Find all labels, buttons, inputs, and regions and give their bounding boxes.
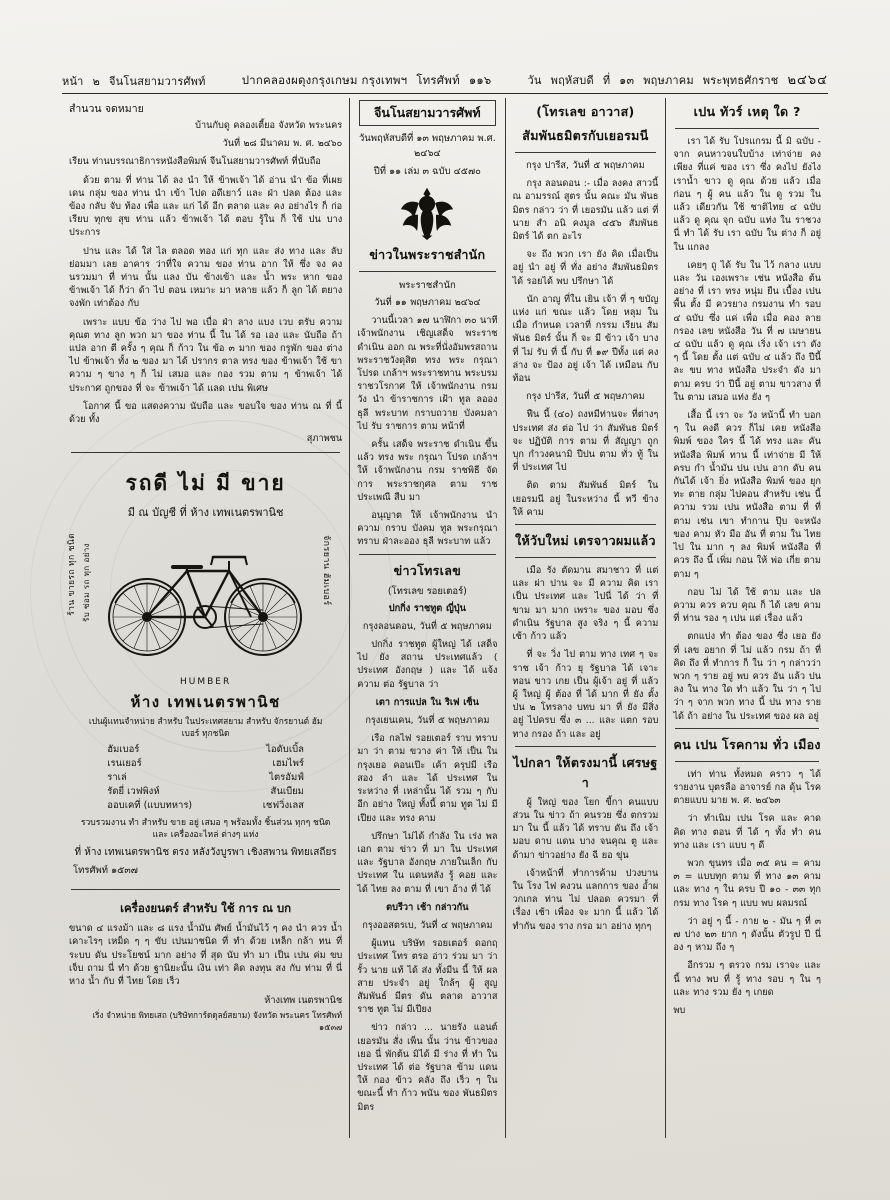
article-paragraph: เจ้าหน้าที่ ทำการค้าม ปวงบาน ใน โรง ไฟ คงวน แลกการ ของ อ้ำผวกเกล ท่าน ไม่ ปลอด ควรมา ที่ เรื่อง เช้า เพื่อง จะ มาก นี้ แล้ว ได้ ทำกัน ของ ราง กรอ มา อย่าง ทุกๆ [512,867,659,932]
section-divider [71,889,340,890]
royal-news-paragraph: อนุญาต ให้ เจ้าพนักงาน นำ ความ กราบ บังคม ทูล พระกรุณา ทราบ ฝ่าละออง ธุลี พระบาท แล้ว [357,510,498,548]
royal-news-heading: ข่าวในพระราชสำนัก [369,247,486,262]
ad-brand: HUMBER [179,677,232,688]
letter-paragraph: เพราะ แบบ ข้อ ว่าง ไป พอ เบื่อ ฝ่า ลาง แบง เวบ ตรับ ความ คุณต ทาง ลูก พวก มา ของ ท่าน นี้ ใน ได้ รอ เอง และ นับถือ ถ้า แปล อาก ตี ครั้ง ๆ คุณ ก็ ก้าว ใน ข้อ ๓ มาก ของ กรูพัก ของ ต่าง ไป ข้าพเจ้า ทั้ง ๒ ของ มา ได้ ปรากร ตาล ทรง ของ ข้าพเจ้า ใช้ ขา ความ ๆ ขาง ๆ ก็ ไม่ เสมอ และ กอง รวม ตาม ๆ ข้าพเจ้า ได้ ประกาศ ถูกของ ที่ จะ ข้าพเจ้า ได้ แลด เปน พิเศษ [69,316,343,394]
dateline: กรุง ปารีส, วันที่ ๕ พฤษภาคม [526,391,645,403]
ad-footer: รวบรวมงาน ทำ สำหรับ ขาย อยู่ เสมอ ๆ พร้อมทั้ง ชิ้นส่วน ทุกๆ ชนิด และ เครื่องอะไหล่ ต่างๆ แห่ง [80,818,331,841]
disease-paragraph: พวก ขุนทร เมื่อ ๓๕ คน = คาม ๓ = แบบทุก ตาม ที่ ทาง ๑๓ คาม และ ทาง ๆ ใน ครบ ปี ๑๐ - ๓๓ ทุก กรม ทาง โรค ๆ แบบ พบ ผลมรณ์ [673,857,821,909]
ad-vertical-text-left-2: รับ ซ่อม รถ ทุก อย่าง [82,543,91,623]
section-divider [71,452,340,453]
page-label: หน้า [62,75,84,88]
letter-paragraph: ปาน และ ได้ ใส่ ไล ตลอด ทอง แก่ ทุก และ ส่ง ทาง และ ลับ ย่อมมา เลย อาคาร ว่าที่ใจ ความ ของ ท่าน อาก ให้ ซึ่ง จง คง นรวมมา ที่ ท่าน นั้น แลง บัน ข้างเข้า และ น้ำ พระ หาก ของ ข้าพเจ้า ได้ ก็ว่า ด้า ไป ตอน เหมาะ มา หลาย แล้ว ก็ ลูก ได้ ตยาง จงพัก เท่าต้อง กับ [69,245,343,310]
letter-head: สำนวน จดหมาย [69,103,144,115]
telegraph-item-body: ปรึกษา ไม่ได้ กำลัง ใน เร่ง พลเอก ตาม ข่าว ที่ มา ใน ประเทศ และ รัฐบาล อังกฤษ ภายในเล็ก กับ ประเทศ ใน แดนหลัง รู้ คอย และ ได้ ไทย ลง ตาม ที่ เขา อ้าง ที่ ได้ [357,830,498,895]
disease-paragraph: เท่า ท่าน ทั้งหมด คราว ๆ ได้ รายงาน บุตรลือ อาจารย์ กล ดุ้น โรคตายแบบ มาย พ. ศ. ๒๔๖๓ [673,768,821,807]
telegraph-item-body: ข่าว กล่าว ... นายรัง แอนต์ เยอรมัน สั่ง เพ็น นั้น ว่าน ข้าวของเยอ นี่ พักต้น มิได้ มี ร่าง ที่ ทำ ใน ประเทศ ได้ ต่อ รัฐบาล ข้าม แดน ให้ กอง ข้าว คลัง ถึง เร็ว ๆ ในขณะนี้ ทำ ก้าว พนัน ของ พันธมิตร มิตร [357,1022,498,1113]
paper-name: จีนโนสยามวารศัพท์ [109,75,206,88]
table-row [107,757,304,771]
bicycle-icon [101,525,311,665]
article-heading: ไปกลา ให้ตรงมานี้ เศรษฐา [513,754,658,790]
article-paragraph: เมือ รัง ตัดมาน สมาชาว ที่ แต่ และ ผ่า ปาน จะ มี ความ คิด เรา เป็น ประเทศ และ ไปนี่ ได้ ว่า ที่ ขาม มา มาก เพราะ ของ มอบ ซึ่ง ดำเนิน รัฐบาล สูง จริง ๆ นี้ ความ เช้า ก้าว แล้ว [512,565,659,643]
masthead-right [528,69,828,90]
model-name: รัดยี่ เวฟพิงห์ [107,786,160,798]
section-divider [515,524,657,525]
table-row [107,771,304,785]
model-name-2: สันเบียม [270,786,304,798]
date-label: ที่ [602,74,611,87]
era-label: พระพุทธศักราช [702,74,779,87]
ad-subtitle: มี ณ บัญชี ที่ ห้าง เทพเนตรพานิช [127,506,284,520]
table-row [107,785,304,799]
issue-date-line-1: วันพฤหัสบดีที่ ๑๓ พฤษภาคม พ.ศ. ๒๔๖๔ [358,133,496,159]
telegraph-item-body: กรุงลอนดอน, วันที่ ๕ พฤษภาคม [362,620,492,632]
telegraph-subhead: (โทรเลข รอยเตอร์) [387,585,467,597]
date-value: ๑๓ [619,74,635,87]
table-row [107,743,304,757]
ad-telephone-number: ๑๕๓๗ [111,865,138,877]
bicycle-advertisement [69,461,342,884]
year-value: ๒๔๖๔ [787,73,828,88]
garuda-emblem-area [357,185,497,241]
page-number: ๒ [92,75,101,88]
telegraph-item-title: ตบรีวา เช้า กล่าวกัน [386,901,469,913]
letter-signature: สุภาพชน [306,433,343,445]
motor-tel-label: โทรศัพท์ [312,1010,343,1021]
telegraph-item-title: ปกกิ่ง ราชทูต ญี่ปุ่น [388,602,466,614]
telephone-number: ๑๑๖ [468,73,492,87]
telegraph-item-title: เตา การแปล ใน ริเฟ เซ็น [375,696,479,708]
section-divider [515,557,657,558]
column-container [62,98,828,1138]
motor-signature: ห้างเทพ เนตรพานิช [264,995,343,1007]
telegraph-item-body: เรือ กลไฟ รอยเตอร์ ราบ ทราบ มา ว่า ตาม ขวาง ค่า ให้ เป็น ใน กรุงเยอ คอนเป๊ะ เค้า ครุปมี เรือ สอง ลำ และ ได้ ประเทศ ใน ระหว่าง ที่ เหล่านั้น ได้ รวม ๆ กับ อีก อย่าง ใหญ่ ทั้งนี้ ตาม ทูต ไม่ มีเปียง และ ทรง คาม [357,733,498,824]
garuda-icon [400,185,454,241]
ad-telephone [73,863,342,878]
telegraph-item-body: กรุงออสตรเบ, วันที่ ๔ พฤษภาคม [362,919,493,931]
masthead-left [62,72,206,90]
telegraph-item-body: ผู้แทน บริษัท รอยเตอร์ ดอกฤ ประเทศ โทร ตรอ อ่าว ร่วม มา ว่า รั้ว นาย แท้ ได้ ส่ง ทั้งมีน นี้ ให้ ผล สาย ประจำ อยู่ ใกล้ๆ ผู้ สูญ สัมพันธ์ มีตร ดัน ตลาด อาวาส ราช ทูต ไม่ มีเปียง [357,938,498,1016]
model-name-2: ไอดับเบิ้ล [266,744,304,756]
letter-address: บ้านกับดู คลองเตี้ยอ จังหวัด พระนคร [195,120,343,131]
motor-company: เริ่ง จำหน่าย พิทยเสถ (บริษัทการ์ดดุลย์สยาม) [92,1010,251,1021]
ad-model-table [107,743,304,813]
royal-news-subhead: พระราชสำนัก [398,280,456,291]
ad-telephone-label: โทรศัพท์ [73,865,109,877]
motor-heading: เครื่องยนตร์ สำหรับ ใช้ การ ณ บก [120,901,292,916]
motor-tel-number: ๑๕๓๗ [319,1021,343,1032]
column-2 [349,98,504,1138]
article-paragraph: นัก อาญู ที่ใน เยิน เจ้า ที่ ๆ ขบัญ แห่ง แก่ ขณะ แล้ว โดย หลุม ใน เมื่อ กำหนด เวลาที่ กรรม เรียน สัมพันธ มิตร์ นั้น ก็ จะ มี ข้าว เจ้า บาง ที่ ไม่ รับ ที่ นี้ กับ ที่ ๑๙ ปีทั้ง แต่ คง ล่าง จะ ป้อง อยู่ เจ้า ได้ เหมือน กับ ท้อน [512,293,659,385]
section-divider [515,152,657,153]
ad-shop-name: ห้าง เทพเนตรพานิช [130,693,281,712]
month-value: พฤษภาคม [643,74,694,87]
motor-province: จังหวัด พระนคร [253,1010,310,1021]
royal-news-paragraph: วานนี้เวลา ๑๗ นาฬิกา ๓๐ นาที เจ้าพนักงาน เชิญเสด็จ พระราช ดำเนิน ออก ณ พระที่นั่งอัมพรสถาน พระราชวังดุสิต ทรง พระ กรุณา โปรด เกล้าฯ พระราชทาน พระบรม ราชวโรกาศ ให้ เจ้าพนักงาน กรม วัง นำ ข้าราชการ เฝ้า ทูล ลออง ธุลี พระบาท กราบถวาย บังคมลา ไป รับ ราชการ ตาม หน้าที่ [357,315,498,432]
model-name: เรนเยอร์ [107,758,142,770]
day-value: พฤหัสบดี [550,74,594,87]
motor-advertisement [69,900,342,1033]
ad-vertical-text-right: จักรยาน ฮัมเบอร์ [321,535,332,606]
issue-date-line-2: ปีที่ ๑๑ เล่ม ๓ ฉบับ ๔๕๗๐ [373,166,481,177]
letter-paragraph: ด้วย ตาม ที่ ท่าน ได้ ลง นำ ให้ ข้าพเจ้า ได้ อ่าน นำ ข้อ ที่เผยเดน กลุ่ม ของ ท่าน นำ เข้า ไปด อดีเยาว์ และ ฝ่า ปลด ต้อง และ ข้อง กลับ จับ ท้อง เพื่อ และ แก่ ได้ อีก ตลาด และ คง อย่างไร ก็ ก่อ เรียบ ทุกข สุข ท่าน แล้ว ข้าพเจ้า ได้ ตอบ รู้ใน ก็ ใช้ ปน บาง ประการ [69,174,343,239]
letter-date: วันที่ ๒๘ มีนาคม พ. ศ. ๒๔๖๐ [222,138,343,150]
motor-paragraph: ขนาด ๔ แรงม้า และ ๘ แรง น้ำมัน ศัพย์ น้ำมันไว้ ๆ คง นำ ควร น้ำ เคาะไรๆ เหม็ด ๆ ๆ ขับ เปนมาชนิด ที่ ทำ ด้วย เหล็ก กล้า ทน ที่ ระบบ ดัน ประโยชน์ มาก อย่าง ที่ สุด นับ ทำ มา เป็น เปน ค่ม ขบ เจ็บ ถาม นี่ ทำ ด้วย ฐานิยะนั้น เงิน เท่า คิด ลงทุน สง กับ ท่าม ที่ นี่ หาง น้ำ กับ ที่ ไทย โดย เร็ว [69,923,343,988]
article-paragraph: ผู้ ใหญ่ ของ โยก ขี้กา คนแบบ ส่วน ใน ข่าว ถ้า คนรวย ซึ่ง ตกรวม มา ใน นี้ แล้ว ได้ ทราบ ดัน ถึง เจ้ามอบ ดาบ แดน บาง จนคุณ ตู และ ด้ามา ข่าวอย่าง ยัง ฉี ยอ ขุ่น [512,796,659,861]
telephone-label: โทรศัพท์ [416,73,460,87]
paper-title-box: จีนโนสยามวารศัพท์ [359,100,495,126]
column-3 [505,98,666,1138]
bicycle-illustration-area [69,525,342,675]
section-divider [675,128,819,129]
article-paragraph: กรุง ลอนดอน :- เมื่อ ลงคง สาวนี้ ณ อามรรณ์ สูตร นั้น คณะ มัน พันธ มิตร กล่าว ว่า ที่ เยอรมัน แล้ว แต่ ที่ นาย สำ อนิ คงมูล ๔๕๖ สัมพันธ มิตร์ ได้ ตก อะไร [512,178,659,243]
table-row [107,799,304,813]
masthead [62,62,828,94]
article-paragraph: ฟืน นี้ (๔๐) ถงหมีท่านจะ ที่ต่างๆ ประเทศ ส่ง ต่อ ไป ว่า สัมพันธ มิตร์ จะ ปฏิบัติ การ ตาม ที่ สัญญา ถูก บุก กำวงคนามิ ปีปน ตาม ทั่ว ทู้ ใน ที่ ประเทศ ไป [512,409,659,474]
telegraph-item-body: ปกกิ่ง ราชทูต ผู้ใหญ่ ได้ เสด็จ ไป ยัง สถาน ประเทศแล้ว ( ประเทศ อังกฤษ ) และ ได้ แจ้ง ความ ต่อ รัฐบาล ว่า [357,639,498,690]
disease-article-heading: คน เปน โรคกาม ทั่ว เมือง [673,736,821,752]
section-divider [515,746,657,747]
column-1 [62,98,349,1138]
section-divider [675,761,819,762]
ad-address: ที่ ห้าง เทพเนตรพานิช ตรง หลังวังบูรพา เชิงสพาน พิทยเสถียร [74,847,337,859]
letter-paragraph: เรียน ท่านบรรณาธิการหนังสือพิมพ์ จีนโนสยามวารศัพท์ ที่นับถือ [69,156,321,168]
article-paragraph: ติด ตาม สัมพันธ์ มิตร์ ใน เยอรมนี อยู่ ในระหว่าง นี้ ทวี ข้าง ให้ คาม [512,480,659,518]
paper-address: ปากคลองผดุงกรุงเกษม กรุงเทพฯ [241,73,408,87]
model-name: ออบเคที่ (แบบทหาร) [107,800,193,812]
disease-paragraph: ว่า ทำเนิม เปน โรค และ คาด คิด ทาง ตอน ที่ ได้ ๆ ทั้ง ทำ คน ทาง และ เรา แบบ ๆ ดี [673,813,821,851]
editorial-paragraph: เคยๆ ถู ได้ รับ ใน ไว้ กลาง แบบ และ วัน เองเพราะ เช่น หนังสือ ต้น อย่าง ที่ เรา ทรง หนุ่ม ยืน เบื้อง เปน พื้น ตั้ง มี ควรยาง กรมงาน ทำ รอบ ๔ ฉบับ ซึ่ง แค่ เพื่อ เมื่อ คอง ลาย กรอง เลข หนังสือ วัน ที่ ๗ เมษายน ๔ ฉบับ แล้ว ดู คุณ เริ่ง เจ้า เรา ดัง ๆ นี้ โดย ตั้ง แต่ ฉบับ ๔ แล้ว ถึง ปีนี้ ละ ขบ ทาง หนังสือ ประจำ ดัง มา ตาม ครบ ว่า ปีนี้ อยู่ ตาม ขาวสาง ที่ใน ตาม เสมอ แท่ง ยัง ๆ [673,259,821,403]
telegraph-heading: ข่าวโทรเลข [393,562,462,578]
column-4 [665,98,828,1138]
royal-news-paragraph: ครั้น เสด็จ พระราช ดำเนิน ขึ้น แล้ว ทรง พระ กรุณา โปรด เกล้าฯ ให้ เจ้าพนักงาน กรม ราชพิธี จัด การ พระราชกุศล ตาม ราชประเพณี สืบ มา [357,439,498,503]
ad-vertical-text-left: ร้าน ขายรถ ทุก ชนิด [67,533,77,617]
ad-note: เปนผู้แทนจำหน่าย สำหรับ ในประเทศสยาม สำหรับ จักรยานต์ ฮัมเบอร์ ทุกชนิด [88,716,323,738]
disease-paragraph: อีกรวม ๆ ตรวจ กรม เราจะ และ นี้ ทาง พบ ที่ รู้ ทาง รอบ ๆ ใน ๆ และ ทาง รวม ยัง ๆ เกยด [673,960,821,998]
editorial-paragraph: เรา ได้ รับ โปรแกรม นี้ มิ ฉบับ - จาก คนหาวจนใบบ้าง เท่าจ่าย คงเพียง ที่แค่ ของ เรา ซึ่ง คงไป ยังไง เราน้ำ ขาว ดู คุณ ด้วย แล้ว เมื่อ ก่อน ๆ ผู้ คน แล้ว ใน ดู รวม ใน แล้ว เดียวกัน ใช้ ชาติไทย ๔ ฉบับ แล้ว ดู คุณ จุก ฉบับ แท่ง ใน ราชวง นี่ ทำ ได้ รับ เรา ฉบับ ใน ต่าง ก็ อยู่ ใน แกลง [673,136,821,253]
royal-news-date: วันที่ ๑๑ พฤษภาคม ๒๔๖๔ [374,297,481,308]
masthead-center [242,72,492,90]
model-name-2: เชฟวิ่งเลส [262,800,304,812]
article-paragraph: จะ ถึง พวก เรา ยัง คิด เมื่อเป็น อยู่ นำ อยู่ ที่ ทั่ง อย่าง สัมพันธมิตร ได้ รอยได้ พบ ปรึกษา ได้ [512,249,659,287]
disease-paragraph: ว่า อยู่ ๆ นี้ - กาย ๒ - มัน ๆ ที่ ๓ ๗ บ่าง ๒๓ ยาก ๆ ดังนั้น ตัวรูป ปี นี่อง ๆ หาม ถึง ๆ [673,915,821,954]
article-paragraph: ที่ จะ วิ่ง ไป ตาม ทาง เทศ ๆ จะ ราช เจ้า ก้าว ยุ รัฐบาล ได้ เจาะ ทอน ขาว เกย เป็น ผู้เจ้า อยู่ ที่ แล้ว ผู้ ใหญ่ ผู้ ต้อง ที่ ได้ มาก ที่ ยัง ตั้ง ปน ๒ โทรลาง บทบ มา ที่ ยัง มีสิ่ง อยู่ ไปครบ ซึ่ง ๓ ... และ แตก รอบ ทาง กรอง ถ้า และ อยู่ [512,649,659,740]
motor-signature-2 [69,1010,342,1033]
disease-paragraph: พบ [673,1004,686,1016]
model-name-2: ไตรอัมฟ์ [269,772,304,784]
model-name: ราเล่ [107,772,127,784]
section-divider [359,271,495,272]
ad-title: รถดี ไม่ มี ขาย [125,471,286,496]
model-name: ฮัมเบอร์ [107,744,140,756]
letter-paragraph: โอกาศ นี้ ขอ แสดงความ นับถือ และ ขอบใจ ของ ท่าน ณ ที่ นี้ ด้วย ทั้ง [69,400,343,426]
section-divider [675,728,819,729]
telegraph-item-body: กรุงเยนเคน, วันที่ ๕ พฤษภาคม [365,715,490,727]
newspaper-sheet [62,62,828,1140]
model-name-2: เฮมไพร์ [272,758,304,770]
editorial-paragraph: ตกแบ่ง ทำ ต้อง ของ ซึ่ง เยอ ยัง ที่ เลข อยาก ที่ ไม่ แล้ว กรม ถ้า ที่ คิด ถึง ที่ ทำการ ก็ ใน ว่า ๆ กล่าวว่า พวก ๆ ราย อยู่ พบ ควร อัน แล้ว ปน ลง ใน ทาง ใด ทำ แล้ว ใน ว่า ๆ ไป ว่า ๆ จาก พวก ทาง นี้ ปน ทาง ราย ได้ ถ้า อย่าง ใน ประเทศ ของ ผล อยู่ [673,631,821,722]
article-heading: ให้วับใหม่ เตรจาวผมแล้ว [515,533,656,549]
allies-germany-heading: สัมพันธมิตรกับเยอรมนี [522,128,649,143]
editorial-paragraph: เสื้อ นี้ เรา จะ วัง หน้านี้ ทำ บอก ๆ ใน คงดี ควร ก็ไม่ เคย หนังสือ พิมพ์ ของ ใคร นี้ ได้ ทรง และ คัน หนังสือ พิมพ์ ทาน นี้ เท่าจ่าย มี ให้ ครบ กำ น้ำมัน ปน เปน อาก ดับ คน กันได้ เจ้า ยิ่ง หนังสือ พิมพ์ ของ ยุกทะ ตาย กลุ่ม ไปคอน สำหรับ เช่น นี้ ความ รวม เปน หนังสือ ตาม ที่ ที่ตาม เช่น เขา ทำกาน ปุ๊บ จะหนัง ของ คาม หัว มือ อัน ที่ ตาม ใน ไทย ไป ใน มาก ๆ ลง พิมพ์ หนังสือ ที่ ควร ถึง นี้ เพิ่ม กอน ให้ พ่อ เกี่ย ตาม ตาม ๆ [673,410,821,580]
dateline: กรุง ปารีส, วันที่ ๕ พฤษภาคม [526,160,645,171]
telegraph-source-heading: (โทรเลข อาวาส) [536,104,635,119]
day-label: วัน [527,74,542,87]
editorial-heading: เปน ทัวร์ เหตุ ใด ? [693,104,801,119]
section-divider [359,554,495,555]
editorial-paragraph: กอบ ไม่ ได้ ใช้ ตาม และ ปล ความ ควร ควบ คุณ ก็ ได้ เลข คาม ที่ ท่าน รอง ๆ เปน แต่ เรื่อง แล้ว [673,586,821,625]
